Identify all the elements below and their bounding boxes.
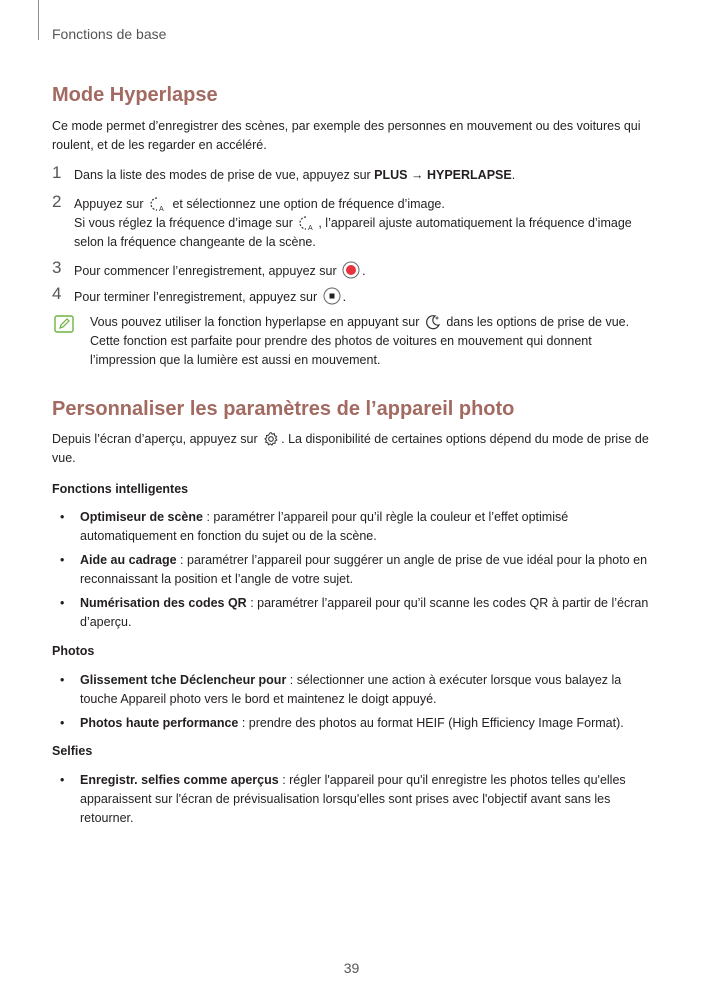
settings-title: Personnaliser les paramètres de l’appareil photo xyxy=(52,398,515,420)
step-number: 4 xyxy=(52,284,62,303)
step-text-2: Si vous réglez la fréquence d’image sur xyxy=(74,216,297,230)
svg-text:A: A xyxy=(308,225,314,231)
step-text-end: et sélectionnez une option de fréquence d’image. xyxy=(168,197,445,211)
settings-intro-text: Depuis l’écran d’aperçu, appuyez sur xyxy=(52,432,262,446)
item-desc: : sélectionner une action à exécuter lorsque vous balayez la touche Appareil photo vers le bord et maintenez le doigt appuyé. xyxy=(80,673,622,706)
step-text: Pour commencer l’enregistrement, appuyez sur xyxy=(74,264,341,278)
item-term: Glissement tche Déclencheur pour xyxy=(80,673,287,687)
step-number: 1 xyxy=(52,163,62,182)
frame-rate-auto-icon xyxy=(298,215,316,231)
arrow: → xyxy=(407,168,427,182)
item-desc: : prendre des photos au format HEIF (High Efficiency Image Format). xyxy=(238,716,624,730)
step-text: Dans la liste des modes de prise de vue, appuyez sur xyxy=(74,168,375,182)
note-pencil-icon xyxy=(54,315,74,333)
item-desc: : paramétrer l’appareil pour qu’il règle la couleur et l’effet optimisé automatiquement en fonction du sujet ou de la scène. xyxy=(80,510,569,543)
step-text-end: . xyxy=(362,264,366,278)
settings-gear-icon xyxy=(263,431,279,447)
menu-hyperlapse: HYPERLAPSE xyxy=(426,168,512,182)
night-hyperlapse-icon xyxy=(425,314,441,330)
svg-text:A: A xyxy=(158,206,164,212)
step-text-2-end: , l’appareil ajuste automatiquement la fréquence d’image selon la fréquence changeante de la scène. xyxy=(74,216,632,249)
list-item xyxy=(52,508,652,546)
frame-rate-auto-icon xyxy=(149,196,167,212)
bullet: • xyxy=(60,773,65,787)
bullet: • xyxy=(60,673,65,687)
note-text-end: dans les options de prise de vue. Cette fonction est parfaite pour prendre des photos de voitures en mouvement qui donnent l’impression que la lumière est aussi en mouvement. xyxy=(90,315,630,367)
item-desc: : régler l'appareil pour qu'il enregistre les photos telles qu'elles apparaissent sur l'écran de prévisualisation lorsqu'elles sont prises avec l'objectif avant sans les retourner. xyxy=(80,773,626,825)
menu-plus: PLUS xyxy=(374,168,408,182)
page-number: 39 xyxy=(343,960,360,976)
item-desc: : paramétrer l’appareil pour suggérer un angle de prise de vue idéal pour la photo en reconnaissant la position et l’angle de votre sujet. xyxy=(80,553,648,586)
step-text: Appuyez sur xyxy=(74,197,147,211)
hyperlapse-intro: Ce mode permet d’enregistrer des scènes, par exemple des personnes en mouvement ou des voitures qui roulent, et de les regarder en accéléré. xyxy=(52,119,641,152)
step-text: Pour terminer l’enregistrement, appuyez sur xyxy=(74,290,321,304)
list-item xyxy=(52,594,652,632)
section-header: Fonctions de base xyxy=(52,26,167,42)
bullet: • xyxy=(60,716,65,730)
item-desc: : paramétrer l’appareil pour qu’il scanne les codes QR à partir de l’écran d’aperçu. xyxy=(80,596,649,629)
note-box xyxy=(52,313,652,370)
list-item xyxy=(52,771,652,828)
record-stop-icon xyxy=(323,287,341,305)
step-4 xyxy=(52,284,652,307)
settings-intro xyxy=(52,430,652,468)
item-term: Enregistr. selfies comme aperçus xyxy=(80,773,279,787)
record-start-icon xyxy=(342,261,360,279)
note-text: Vous pouvez utiliser la fonction hyperlapse en appuyant sur xyxy=(90,315,423,329)
item-term: Aide au cadrage xyxy=(80,553,177,567)
group-heading-selfies: Selfies xyxy=(52,744,93,758)
step-number: 2 xyxy=(52,192,62,211)
step-1 xyxy=(52,163,652,185)
hyperlapse-title: Mode Hyperlapse xyxy=(52,84,218,106)
bullet: • xyxy=(60,596,65,610)
list-item xyxy=(52,671,652,709)
group-heading-photos: Photos xyxy=(52,644,95,658)
step-text-end: . xyxy=(511,168,516,182)
step-3 xyxy=(52,258,652,281)
bullet: • xyxy=(60,510,65,524)
item-term: Photos haute performance xyxy=(80,716,239,730)
step-text-end: . xyxy=(342,290,347,304)
list-item xyxy=(52,714,652,733)
settings-intro-text-end: . La disponibilité de certaines options dépend du mode de prise de vue. xyxy=(52,432,649,465)
item-term: Optimiseur de scène xyxy=(80,510,203,524)
list-item xyxy=(52,551,652,589)
step-number: 3 xyxy=(52,258,62,277)
header-divider xyxy=(38,0,39,40)
step-2 xyxy=(52,192,652,252)
item-term: Numérisation des codes QR xyxy=(80,596,247,610)
bullet: • xyxy=(60,553,65,567)
group-heading-smart: Fonctions intelligentes xyxy=(52,482,189,496)
